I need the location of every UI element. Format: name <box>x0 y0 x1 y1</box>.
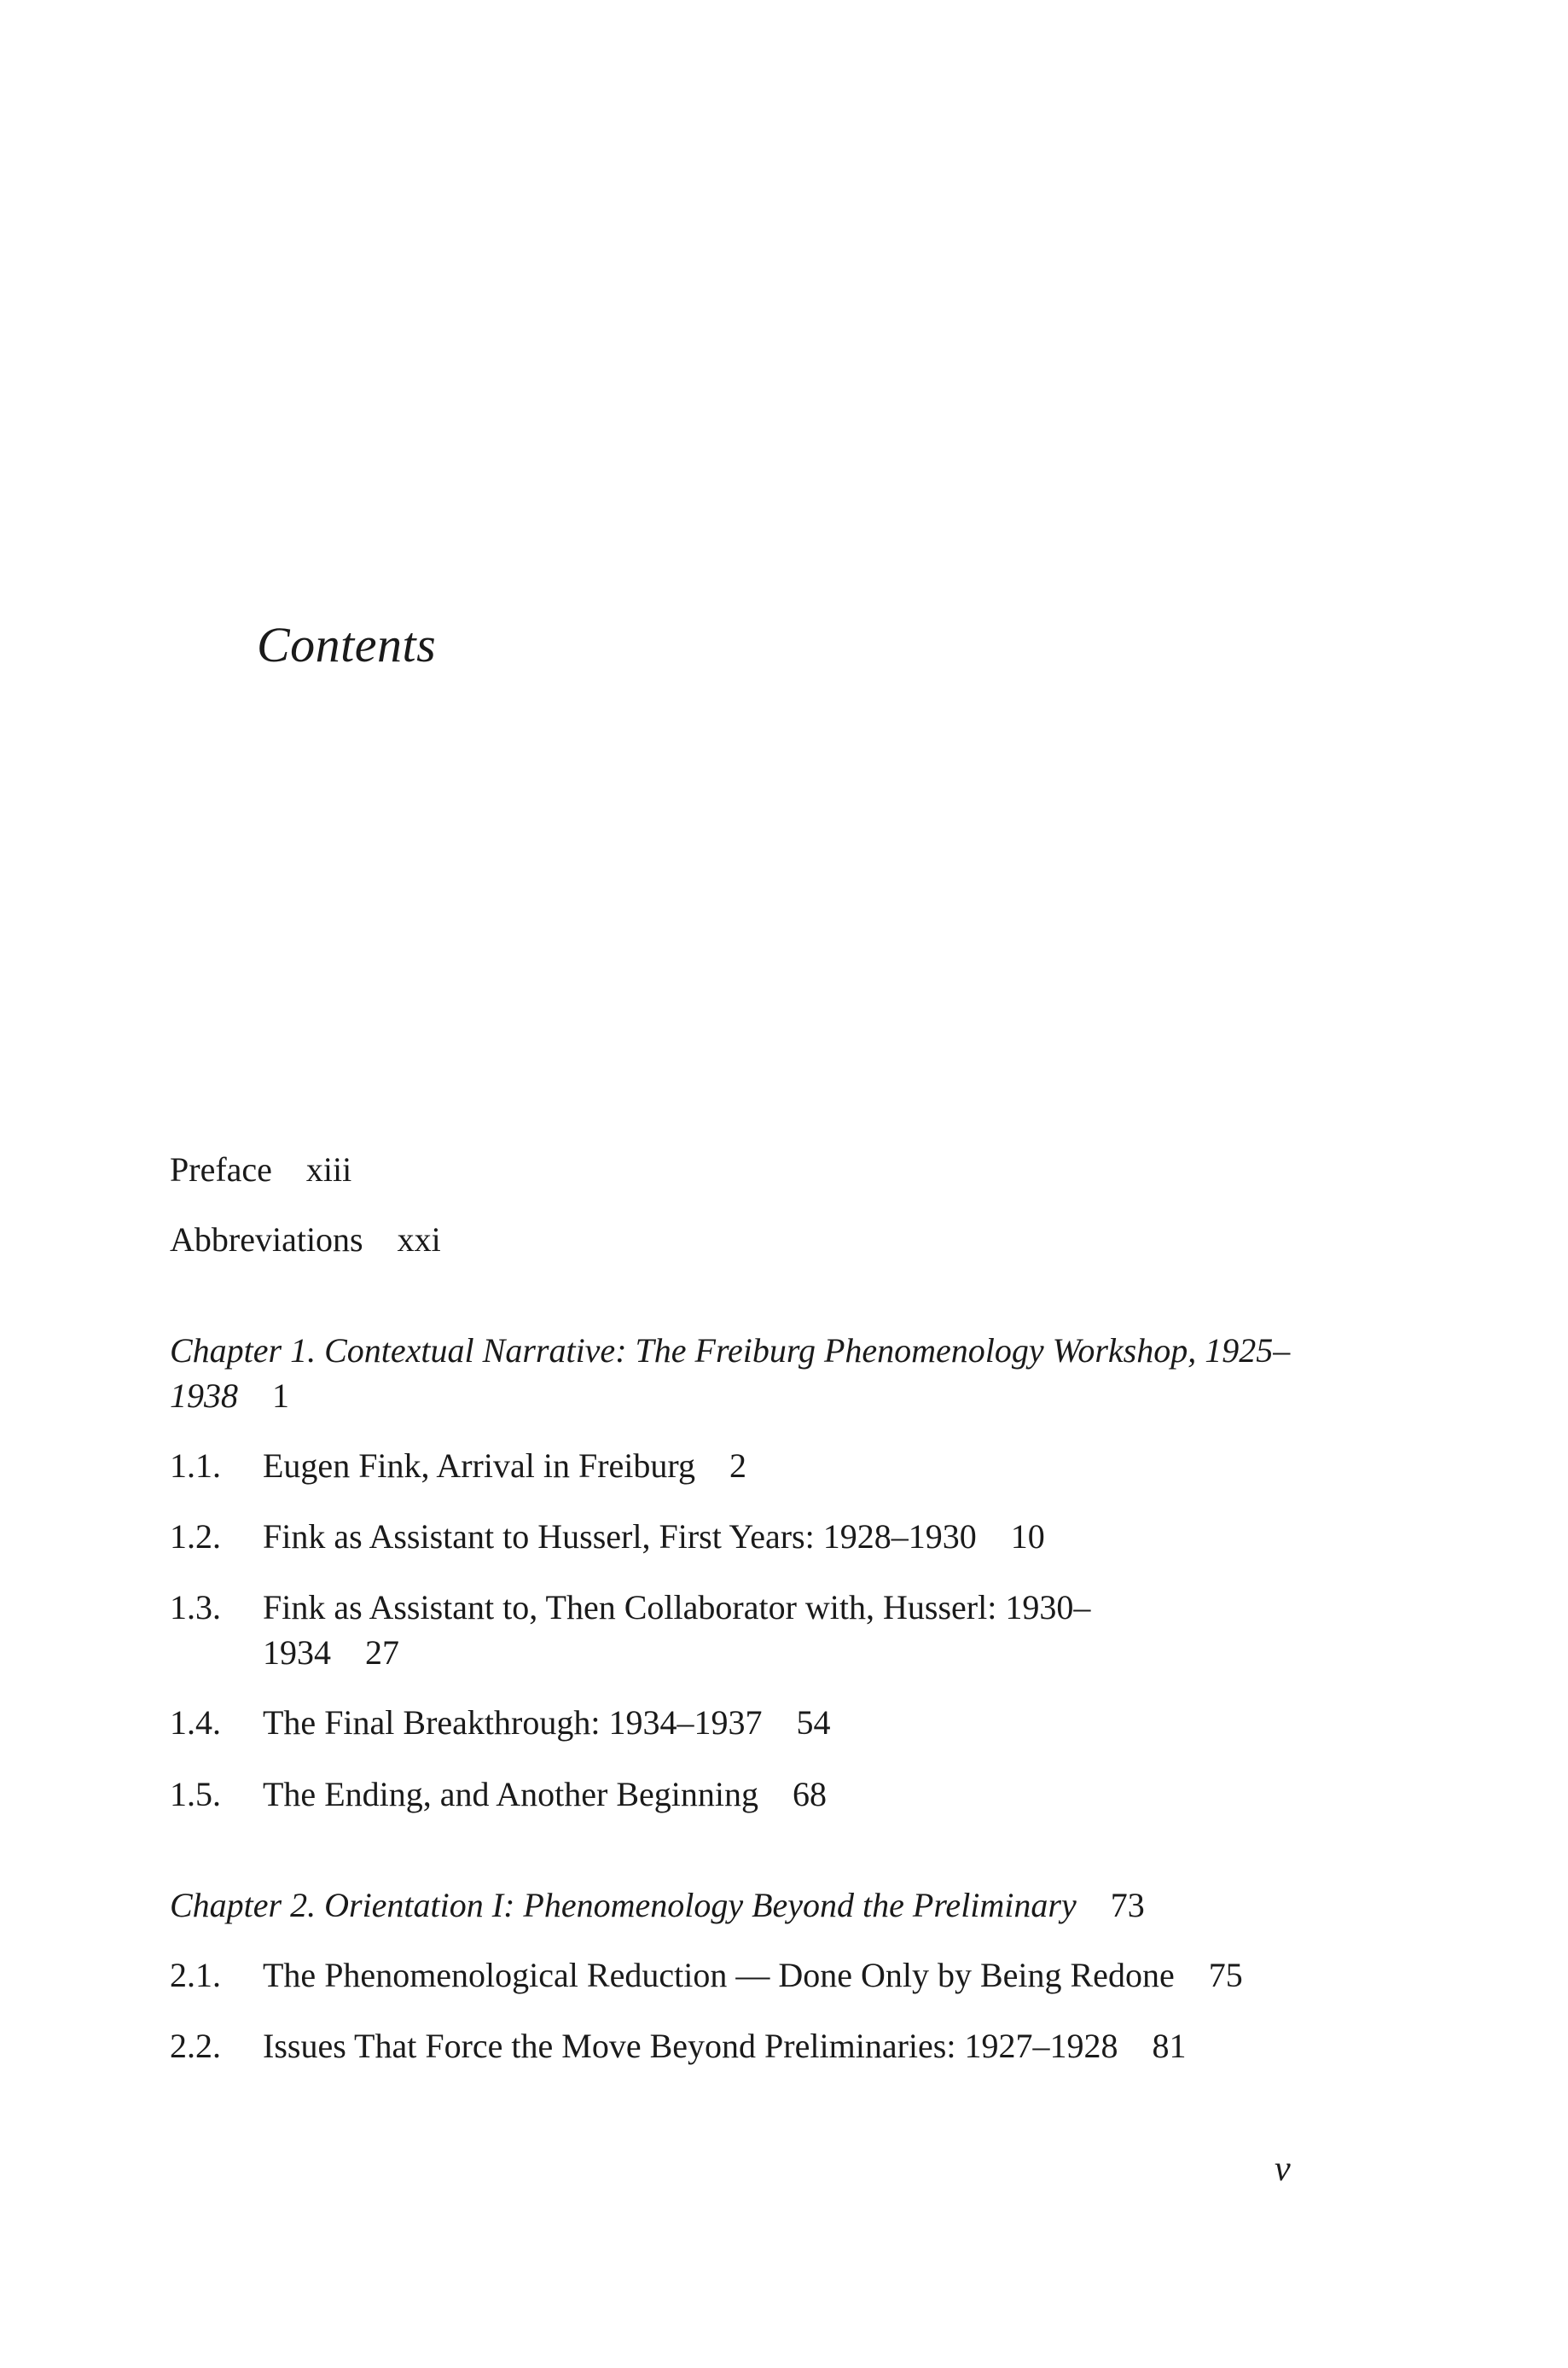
toc-chapter-1 <box>170 1328 1313 1418</box>
section-number: 2.2. <box>170 2027 221 2065</box>
chapter-title: Chapter 1. Contextual Narrative: The Freiburg Phenomenology Workshop, 1925–1938 <box>170 1331 1291 1415</box>
section-title: Issues That Force the Move Beyond Preliminaries: 1927–1928 <box>263 2027 1118 2065</box>
section-number: 1.2. <box>170 1517 221 1556</box>
section-title: Fink as Assistant to, Then Collaborator with, Husserl: 1930–1934 <box>263 1588 1091 1672</box>
toc-entry-label: Abbreviations <box>170 1220 363 1259</box>
section-title: Eugen Fink, Arrival in Freiburg <box>263 1446 695 1485</box>
chapter-page: 1 <box>272 1376 289 1415</box>
toc-section-2-1 <box>170 1952 1296 1998</box>
chapter-title: Chapter 2. Orientation I: Phenomenology Beyond the Preliminary <box>170 1886 1077 1924</box>
toc-entry-preface <box>170 1147 1296 1192</box>
toc-section-2-2 <box>170 2023 1296 2068</box>
section-title: The Final Breakthrough: 1934–1937 <box>263 1703 763 1742</box>
section-page: 10 <box>1010 1517 1045 1556</box>
section-page: 54 <box>796 1703 831 1742</box>
toc-entry-page: xiii <box>305 1150 352 1189</box>
toc-entry-abbreviations <box>170 1217 1296 1262</box>
section-number: 1.3. <box>170 1588 221 1626</box>
chapter-page: 73 <box>1110 1886 1145 1924</box>
section-page: 2 <box>729 1446 746 1485</box>
page-number: v <box>1275 2150 1291 2189</box>
toc-section-1-3 <box>170 1585 1296 1675</box>
toc-section-1-2 <box>170 1514 1296 1559</box>
section-title: The Phenomenological Reduction — Done Only by Being Redone <box>263 1956 1175 1994</box>
section-number: 2.1. <box>170 1956 221 1994</box>
toc-section-1-4 <box>170 1700 1296 1745</box>
page-title: Contents <box>257 617 437 672</box>
section-number: 1.4. <box>170 1703 221 1742</box>
toc-entry-label: Preface <box>170 1150 272 1189</box>
section-page: 75 <box>1208 1956 1243 1994</box>
section-page: 27 <box>365 1633 399 1672</box>
section-page: 68 <box>793 1775 828 1813</box>
toc-entry-page: xxi <box>397 1220 441 1259</box>
toc-section-1-5 <box>170 1772 1296 1817</box>
section-title: Fink as Assistant to Husserl, First Years: 1928–1930 <box>263 1517 977 1556</box>
section-page: 81 <box>1152 2027 1187 2065</box>
toc-chapter-2 <box>170 1882 1313 1928</box>
section-title: The Ending, and Another Beginning <box>263 1775 759 1813</box>
section-number: 1.1. <box>170 1446 221 1485</box>
section-number: 1.5. <box>170 1775 221 1813</box>
toc-section-1-1 <box>170 1443 1296 1488</box>
